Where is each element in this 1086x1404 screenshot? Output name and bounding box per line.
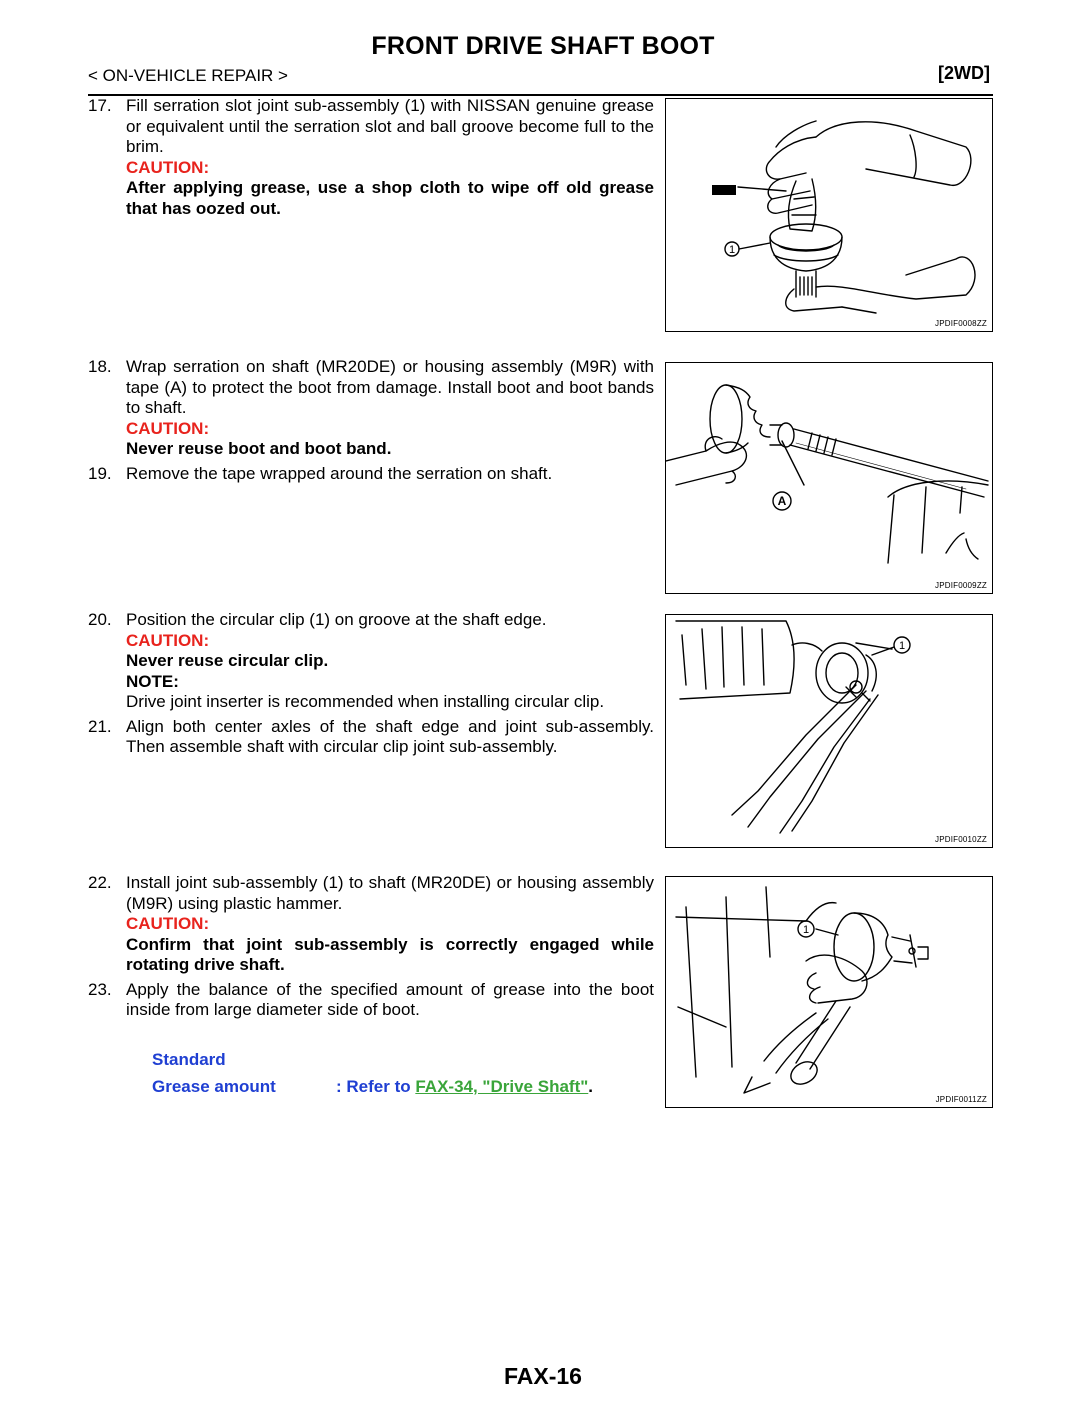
- figure-id: JPDIF0010ZZ: [935, 835, 987, 844]
- spec-grease-amount-value: [336, 1077, 593, 1097]
- spec-standard-label: Standard: [152, 1050, 226, 1069]
- caution-text: Never reuse circular clip.: [126, 651, 329, 670]
- caution-label: CAUTION:: [126, 914, 210, 933]
- fax-34-drive-shaft-link[interactable]: FAX-34, "Drive Shaft": [415, 1077, 589, 1096]
- caution-text: Confirm that joint sub-assembly is correctly engaged while rotating drive shaft.: [126, 934, 654, 974]
- caution-label: CAUTION:: [126, 630, 210, 650]
- callout-1: 1: [728, 244, 736, 256]
- step-21: [88, 717, 654, 758]
- step-text: Wrap serration on shaft (MR20DE) or housing assembly (M9R) with tape (A) to protect the boot from damage. Install boot and boot bands to shaft.: [126, 357, 654, 417]
- refer-prefix: : Refer to: [336, 1077, 416, 1096]
- step-number: 23.: [88, 979, 112, 999]
- figure-circular-clip: [665, 614, 993, 848]
- step-22: [88, 873, 654, 1021]
- grease-filling-illustration: [666, 99, 992, 331]
- section-breadcrumb: < ON-VEHICLE REPAIR >: [88, 66, 288, 85]
- step-number: 19.: [88, 463, 112, 483]
- caution-label: CAUTION:: [126, 157, 210, 177]
- spec-grease-amount-label: Grease amount: [152, 1077, 276, 1096]
- spec-suffix: .: [588, 1077, 594, 1096]
- circular-clip-illustration: [666, 615, 992, 847]
- variant-tag: [2WD]: [938, 63, 990, 83]
- step-number: 21.: [88, 716, 112, 736]
- caution-label: CAUTION:: [126, 418, 210, 438]
- note-label: NOTE:: [126, 671, 179, 691]
- note-text: Drive joint inserter is recommended when installing circular clip.: [126, 692, 605, 711]
- callout-1: 1: [898, 640, 906, 652]
- step-17: [88, 96, 654, 219]
- figure-id: JPDIF0011ZZ: [935, 1095, 987, 1104]
- step-text: Remove the tape wrapped around the serration on shaft.: [126, 463, 553, 483]
- step-text: Install joint sub-assembly (1) to shaft (MR20DE) or housing assembly (M9R) using plastic hammer.: [126, 873, 654, 913]
- joint-install-illustration: [666, 877, 992, 1107]
- page-number: FAX-16: [504, 1363, 582, 1389]
- step-number: 20.: [88, 610, 112, 629]
- figure-boot-install: [665, 362, 993, 594]
- step-text: Apply the balance of the specified amount of grease into the boot inside from large diameter side of boot.: [126, 979, 654, 1019]
- boot-install-illustration: [666, 363, 992, 593]
- step-23: [88, 980, 654, 1021]
- step-text: Fill serration slot joint sub-assembly (1) with NISSAN genuine grease or equivalent until the serration slot and ball groove become full to the brim.: [126, 96, 654, 156]
- step-19: [88, 464, 654, 485]
- figure-joint-install: [665, 876, 993, 1108]
- step-text: Align both center axles of the shaft edge and joint sub-assembly. Then assemble shaft with circular clip joint sub-assembly.: [126, 716, 654, 756]
- step-text: Position the circular clip (1) on groove at the shaft edge.: [126, 610, 547, 629]
- figure-grease-filling: [665, 98, 993, 332]
- figure-id: JPDIF0008ZZ: [935, 319, 987, 328]
- caution-text: Never reuse boot and boot band.: [126, 439, 392, 458]
- step-number: 17.: [88, 96, 112, 115]
- step-number: 22.: [88, 873, 112, 892]
- callout-a: A: [777, 494, 787, 508]
- callout-1: 1: [802, 924, 810, 936]
- figure-id: JPDIF0009ZZ: [935, 581, 987, 590]
- caution-text: After applying grease, use a shop cloth to wipe off old grease that has oozed out.: [126, 178, 654, 218]
- step-number: 18.: [88, 357, 112, 376]
- step-18: [88, 357, 654, 484]
- step-20: [88, 610, 654, 758]
- page-title: FRONT DRIVE SHAFT BOOT: [371, 32, 715, 60]
